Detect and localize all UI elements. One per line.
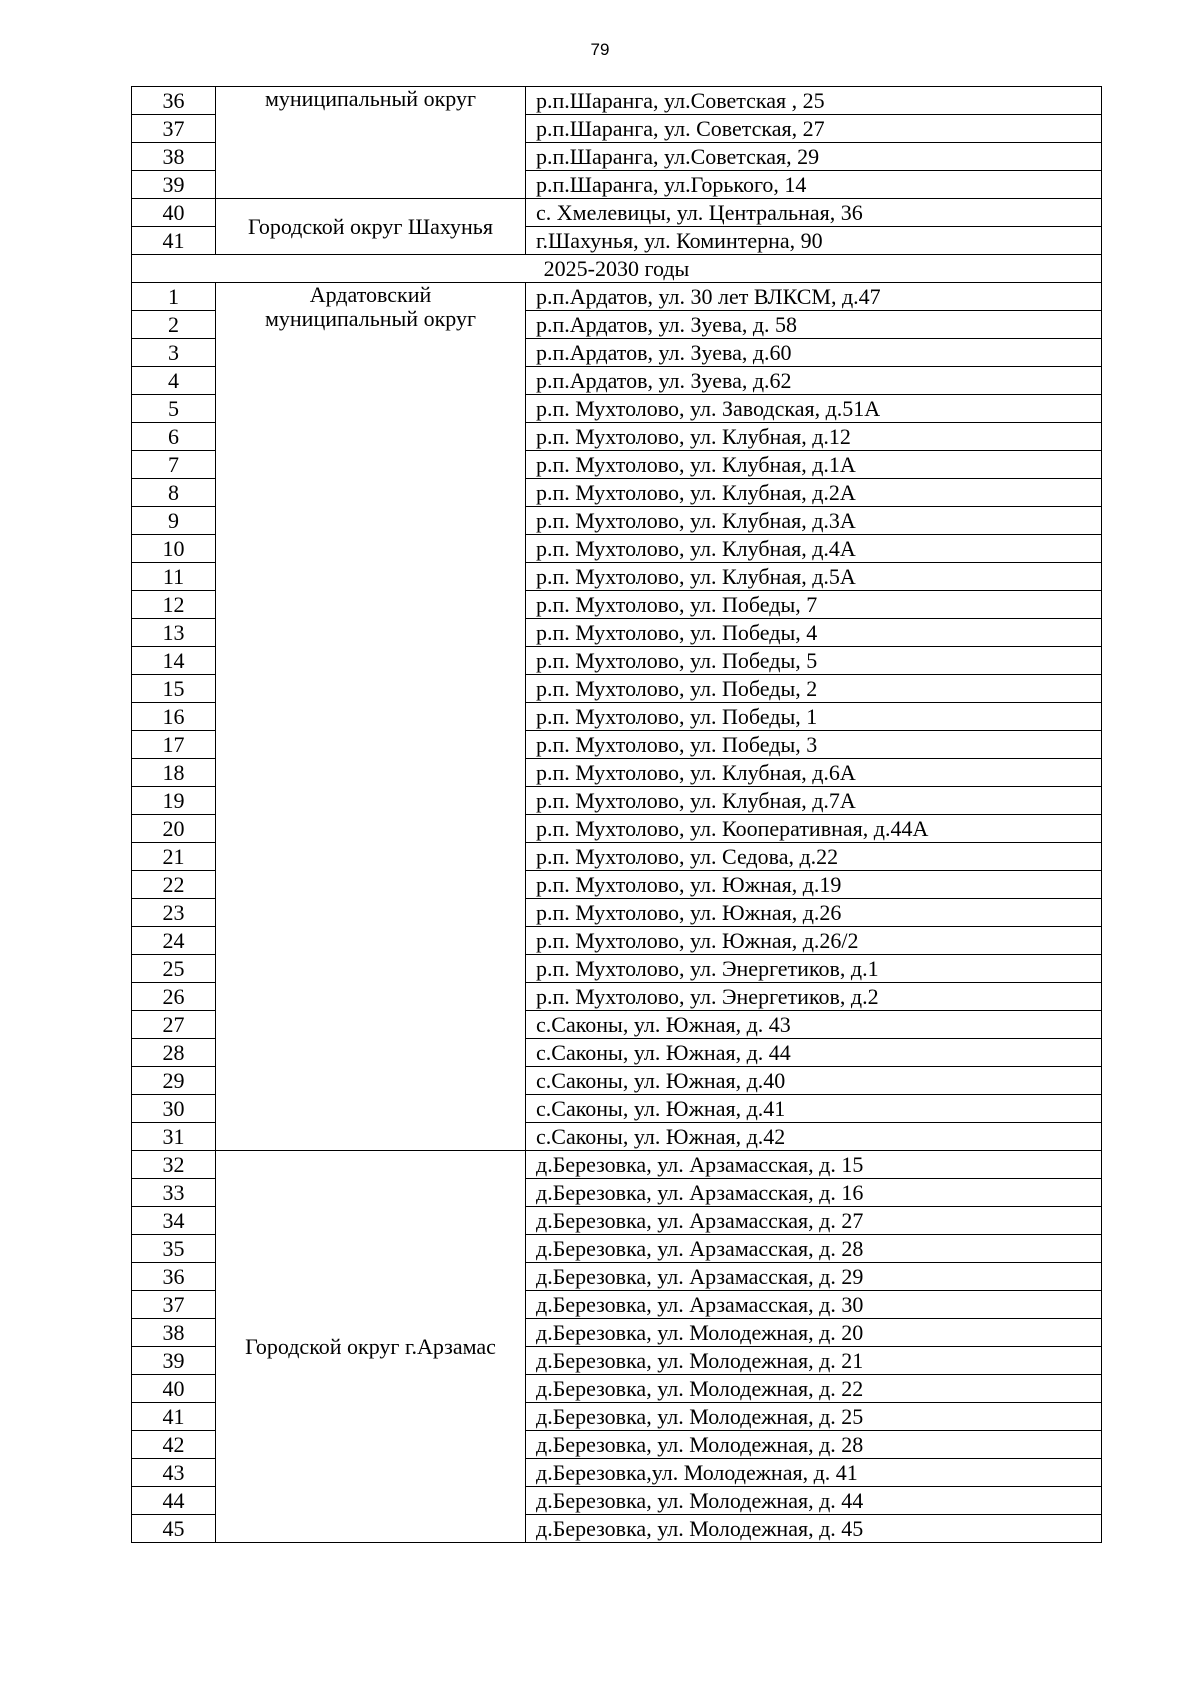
address-cell: р.п. Мухтолово, ул. Заводская, д.51А	[526, 395, 1102, 423]
address-cell: р.п. Мухтолово, ул. Победы, 5	[526, 647, 1102, 675]
row-number-cell: 6	[132, 423, 216, 451]
row-number-cell: 9	[132, 507, 216, 535]
row-number-cell: 30	[132, 1095, 216, 1123]
address-cell: р.п. Мухтолово, ул. Южная, д.26/2	[526, 927, 1102, 955]
row-number-cell: 40	[132, 199, 216, 227]
address-cell: р.п.Ардатов, ул. Зуева, д.60	[526, 339, 1102, 367]
municipality-cell: Городской округ г.Арзамас	[216, 1151, 526, 1543]
address-cell: р.п. Мухтолово, ул. Южная, д.19	[526, 871, 1102, 899]
address-cell: д.Березовка, ул. Молодежная, д. 21	[526, 1347, 1102, 1375]
row-number-cell: 44	[132, 1487, 216, 1515]
address-cell: р.п.Ардатов, ул. 30 лет ВЛКСМ, д.47	[526, 283, 1102, 311]
row-number-cell: 7	[132, 451, 216, 479]
address-cell: с. Хмелевицы, ул. Центральная, 36	[526, 199, 1102, 227]
row-number-cell: 42	[132, 1431, 216, 1459]
row-number-cell: 28	[132, 1039, 216, 1067]
address-cell: с.Саконы, ул. Южная, д. 43	[526, 1011, 1102, 1039]
address-cell: р.п.Шаранга, ул.Советская , 25	[526, 87, 1102, 115]
row-number-cell: 1	[132, 283, 216, 311]
address-table	[131, 86, 1102, 1543]
municipality-name-line2: муниципальный округ	[264, 306, 476, 331]
row-number-cell: 16	[132, 703, 216, 731]
row-number-cell: 2	[132, 311, 216, 339]
row-number-cell: 23	[132, 899, 216, 927]
address-cell: р.п. Мухтолово, ул. Седова, д.22	[526, 843, 1102, 871]
address-cell: г.Шахунья, ул. Коминтерна, 90	[526, 227, 1102, 255]
row-number-cell: 21	[132, 843, 216, 871]
row-number-cell: 36	[132, 1263, 216, 1291]
address-cell: д.Березовка, ул. Молодежная, д. 25	[526, 1403, 1102, 1431]
row-number-cell: 34	[132, 1207, 216, 1235]
address-cell: д.Березовка, ул. Молодежная, д. 20	[526, 1319, 1102, 1347]
row-number-cell: 37	[132, 1291, 216, 1319]
address-cell: р.п. Мухтолово, ул. Клубная, д.2А	[526, 479, 1102, 507]
row-number-cell: 33	[132, 1179, 216, 1207]
page-number: 79	[590, 40, 610, 59]
address-cell: р.п. Мухтолово, ул. Клубная, д.6А	[526, 759, 1102, 787]
row-number-cell: 11	[132, 563, 216, 591]
address-cell: р.п.Шаранга, ул.Советская, 29	[526, 143, 1102, 171]
row-number-cell: 40	[132, 1375, 216, 1403]
address-cell: р.п. Мухтолово, ул. Энергетиков, д.2	[526, 983, 1102, 1011]
address-cell: р.п. Мухтолово, ул. Кооперативная, д.44А	[526, 815, 1102, 843]
address-cell: р.п. Мухтолово, ул. Клубная, д.5А	[526, 563, 1102, 591]
municipality-cell: муниципальный округ	[216, 87, 526, 199]
address-cell: с.Саконы, ул. Южная, д. 44	[526, 1039, 1102, 1067]
row-number-cell: 31	[132, 1123, 216, 1151]
row-number-cell: 26	[132, 983, 216, 1011]
row-number-cell: 27	[132, 1011, 216, 1039]
address-cell: д.Березовка,ул. Молодежная, д. 41	[526, 1459, 1102, 1487]
row-number-cell: 22	[132, 871, 216, 899]
row-number-cell: 37	[132, 115, 216, 143]
address-cell: р.п. Мухтолово, ул. Южная, д.26	[526, 899, 1102, 927]
row-number-cell: 4	[132, 367, 216, 395]
address-cell: р.п.Ардатов, ул. Зуева, д. 58	[526, 311, 1102, 339]
address-cell: д.Березовка, ул. Арзамасская, д. 16	[526, 1179, 1102, 1207]
row-number-cell: 35	[132, 1235, 216, 1263]
address-cell: д.Березовка, ул. Арзамасская, д. 28	[526, 1235, 1102, 1263]
address-cell: р.п.Шаранга, ул.Горького, 14	[526, 171, 1102, 199]
row-number-cell: 25	[132, 955, 216, 983]
address-cell: р.п. Мухтолово, ул. Клубная, д.7А	[526, 787, 1102, 815]
row-number-cell: 32	[132, 1151, 216, 1179]
row-number-cell: 38	[132, 1319, 216, 1347]
address-cell: р.п. Мухтолово, ул. Клубная, д.4А	[526, 535, 1102, 563]
row-number-cell: 41	[132, 1403, 216, 1431]
row-number-cell: 18	[132, 759, 216, 787]
table-row	[132, 283, 1102, 311]
address-cell: р.п. Мухтолово, ул. Победы, 3	[526, 731, 1102, 759]
municipality-cell: Городской округ Шахунья	[216, 199, 526, 255]
row-number-cell: 12	[132, 591, 216, 619]
row-number-cell: 24	[132, 927, 216, 955]
address-cell: с.Саконы, ул. Южная, д.41	[526, 1095, 1102, 1123]
row-number-cell: 41	[132, 227, 216, 255]
table-row	[132, 87, 1102, 115]
address-cell: д.Березовка, ул. Арзамасская, д. 30	[526, 1291, 1102, 1319]
row-number-cell: 14	[132, 647, 216, 675]
table-row	[132, 199, 1102, 227]
address-cell: д.Березовка, ул. Молодежная, д. 22	[526, 1375, 1102, 1403]
row-number-cell: 39	[132, 171, 216, 199]
municipality-name-line1: Ардатовский	[309, 282, 432, 307]
row-number-cell: 20	[132, 815, 216, 843]
address-cell: р.п. Мухтолово, ул. Клубная, д.3А	[526, 507, 1102, 535]
row-number-cell: 13	[132, 619, 216, 647]
row-number-cell: 19	[132, 787, 216, 815]
row-number-cell: 43	[132, 1459, 216, 1487]
address-cell: р.п.Шаранга, ул. Советская, 27	[526, 115, 1102, 143]
row-number-cell: 8	[132, 479, 216, 507]
address-cell: д.Березовка, ул. Молодежная, д. 45	[526, 1515, 1102, 1543]
address-cell: р.п.Ардатов, ул. Зуева, д.62	[526, 367, 1102, 395]
period-row	[132, 255, 1102, 283]
address-cell: д.Березовка, ул. Арзамасская, д. 29	[526, 1263, 1102, 1291]
row-number-cell: 45	[132, 1515, 216, 1543]
address-cell: д.Березовка, ул. Арзамасская, д. 15	[526, 1151, 1102, 1179]
address-cell: р.п. Мухтолово, ул. Победы, 1	[526, 703, 1102, 731]
row-number-cell: 15	[132, 675, 216, 703]
address-table-body	[132, 87, 1102, 1543]
row-number-cell: 36	[132, 87, 216, 115]
row-number-cell: 10	[132, 535, 216, 563]
address-cell: р.п. Мухтолово, ул. Энергетиков, д.1	[526, 955, 1102, 983]
municipality-cell	[216, 283, 526, 1151]
address-cell: р.п. Мухтолово, ул. Победы, 2	[526, 675, 1102, 703]
period-label: 2025-2030 годы	[132, 255, 1102, 283]
address-cell: с.Саконы, ул. Южная, д.40	[526, 1067, 1102, 1095]
address-cell: р.п. Мухтолово, ул. Клубная, д.12	[526, 423, 1102, 451]
row-number-cell: 17	[132, 731, 216, 759]
address-cell: с.Саконы, ул. Южная, д.42	[526, 1123, 1102, 1151]
row-number-cell: 29	[132, 1067, 216, 1095]
address-cell: р.п. Мухтолово, ул. Победы, 7	[526, 591, 1102, 619]
address-cell: д.Березовка, ул. Арзамасская, д. 27	[526, 1207, 1102, 1235]
row-number-cell: 3	[132, 339, 216, 367]
address-cell: д.Березовка, ул. Молодежная, д. 44	[526, 1487, 1102, 1515]
table-row	[132, 1151, 1102, 1179]
address-cell: р.п. Мухтолово, ул. Победы, 4	[526, 619, 1102, 647]
row-number-cell: 38	[132, 143, 216, 171]
address-cell: д.Березовка, ул. Молодежная, д. 28	[526, 1431, 1102, 1459]
address-cell: р.п. Мухтолово, ул. Клубная, д.1А	[526, 451, 1102, 479]
row-number-cell: 39	[132, 1347, 216, 1375]
row-number-cell: 5	[132, 395, 216, 423]
